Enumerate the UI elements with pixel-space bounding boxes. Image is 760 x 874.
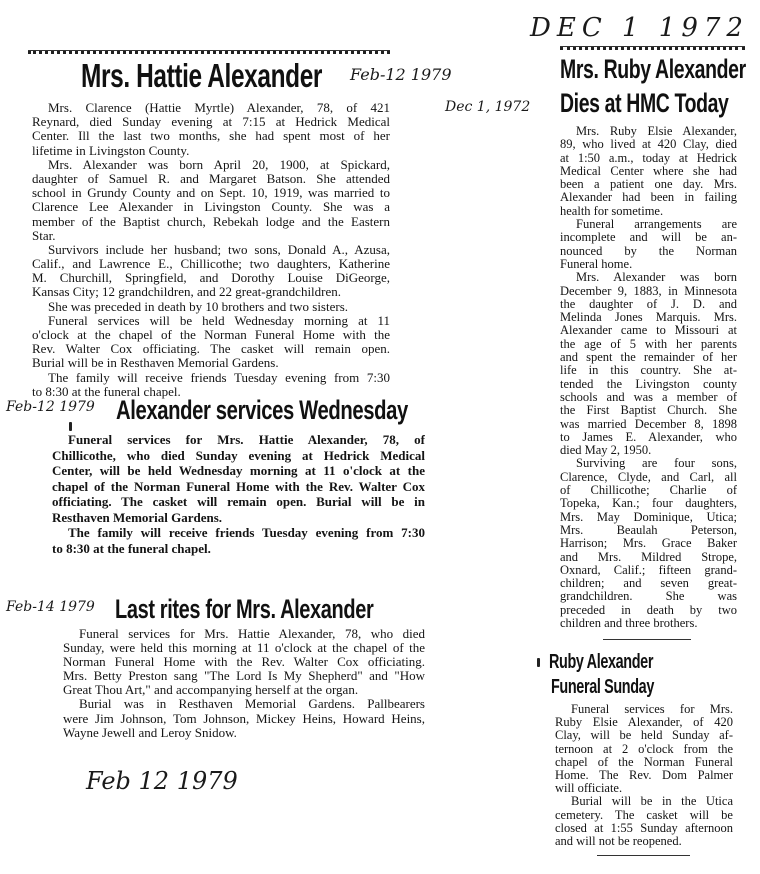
text-line: Mrs. Ruby Elsie Alexander, (576, 125, 737, 138)
text-line: Oxnard, Calif.; fifteen grand- (560, 563, 737, 577)
text-line: schools and was a member of (560, 390, 737, 404)
paragraph (63, 627, 425, 697)
text-line: She was preceded in death by 10 brothers and two sisters. (48, 299, 349, 314)
text-line: Kansas City; 12 grandchildren, and 22 great-grandchildren. (32, 285, 342, 300)
text-line: school in Grundy County and on Sept. 10, 1919, was married to (32, 186, 390, 201)
handwritten-date: Feb-12 1979 (350, 65, 452, 84)
text-line: to James E. Alexander, who (560, 430, 737, 444)
text-line: Mrs. Betty Preston sang "The Lord Is My Shepherd" and "How (63, 669, 425, 684)
text-line: Funeral services for Mrs. (571, 703, 733, 716)
headline-hattie-alexander: Mrs. Hattie Alexander (81, 57, 323, 94)
text-line: Mrs. Clarence (Hattie Myrtle) Alexander, 78, of 421 (48, 101, 390, 115)
text-line: Center. Ill the last two months, she had spent most of her (32, 129, 390, 144)
divider-rule (560, 47, 745, 50)
text-line: and Mrs. Mildred Strope, (560, 550, 737, 564)
article-body-hattie-obituary (32, 101, 390, 399)
article-body-funeral-sunday (555, 703, 733, 848)
text-line: chapel of the Norman Funeral Home with the Rev. Walter Cox (52, 478, 425, 494)
text-line: Alexander came to Missouri at (560, 324, 737, 338)
text-line: Calif., and Lawrence E., Chillicothe; two daughters, Katherine (32, 257, 390, 272)
text-line: Burial will be in Resthaven Memorial Gardens. (32, 356, 279, 371)
divider-rule (597, 855, 690, 856)
paragraph (560, 218, 737, 271)
text-line: Mrs. Alexander was born (576, 271, 737, 285)
text-line: health for sometime. (560, 204, 664, 218)
text-line: the daughter of J. D. and (560, 297, 737, 311)
text-line: preceded in death by two (560, 603, 737, 617)
text-line: Reynard, died Sunday evening at 7:15 at Hedrick Medical (32, 115, 390, 130)
text-line: Funeral services will be held Wednesday morning at 11 (48, 313, 390, 328)
text-line: M. Churchill, Springfield, and Dorothy Louise DiGeorge, (32, 271, 390, 286)
text-line: children and three brothers. (560, 616, 698, 630)
text-line: Medical Center where she had (560, 164, 737, 178)
text-line: Resthaven Memorial Gardens. (52, 509, 223, 525)
text-line: chapel of the Norman Funeral (555, 755, 733, 769)
text-line: The family will receive friends Tuesday evening from 7:30 (48, 370, 390, 385)
article-body-last-rites (63, 627, 425, 740)
text-line: were Jim Johnson, Tom Johnson, Mickey Heins, Howard Heins, (63, 711, 425, 726)
text-line: the age of 5 with her parents (560, 337, 737, 351)
text-line: 89, who lived at 420 Clay, died (560, 138, 737, 152)
text-line: tended the Livingston county (560, 377, 737, 391)
text-line: Funeral arrangements are (576, 218, 737, 232)
text-line: Clarence Lee Alexander in Livingston County. She was a (32, 200, 390, 215)
paragraph (560, 125, 737, 218)
text-line: daughter of Samuel R. and Margaret Batson. She attended (32, 171, 390, 186)
headline-last-rites: Last rites for Mrs. Alexander (115, 594, 374, 624)
text-line: Mrs. Beaulah Peterson, (560, 523, 737, 537)
text-line: The family will receive friends Tuesday evening from 7:30 (68, 525, 425, 540)
handwritten-date: Dec 1, 1972 (445, 99, 531, 115)
article-body-services-wednesday (52, 432, 425, 556)
paragraph (52, 525, 425, 556)
handwritten-date: Feb-14 1979 (6, 599, 95, 615)
text-line: will officiate. (555, 782, 623, 796)
handwritten-date: Feb-12 1979 (6, 399, 95, 415)
text-line: and spent the remainder of her (560, 351, 737, 365)
text-line: officiating. The casket will remain open. Burial will be in (52, 494, 425, 509)
text-line: Sunday, were held this morning at 11 o'clock at the chapel of the (63, 641, 425, 656)
paragraph (32, 101, 390, 158)
paragraph (555, 795, 733, 848)
text-line: Harrison; Mrs. Grace Baker (560, 537, 737, 551)
paragraph (32, 243, 390, 300)
bullet-mark (69, 422, 72, 431)
divider-rule (603, 639, 691, 640)
text-line: children; and seven great- (560, 577, 737, 591)
text-line: Clarence, Clyde, and Carl, all (560, 470, 737, 484)
text-line: Chillicothe, who died Sunday evening at Hedrick Medical (52, 447, 425, 463)
article-body-ruby-obituary (560, 125, 737, 630)
text-line: been a patient one day. Mrs. (560, 178, 737, 192)
text-line: closed at 1:55 Sunday afternoon (555, 821, 733, 835)
text-line: at 1:50 a.m., today at Hedrick (560, 151, 737, 165)
text-line: Surviving are four sons, (576, 457, 737, 471)
text-line: cemetery. The casket will be (555, 808, 733, 822)
paragraph (32, 314, 390, 371)
text-line: Burial will be in the Utica (571, 795, 733, 809)
text-line: Clay, will be held Sunday af- (555, 729, 733, 743)
text-line: to 8:30 at the funeral chapel. (32, 384, 181, 399)
headline-dies-at-hmc: Dies at HMC Today (560, 88, 729, 118)
text-line: and will not be reopened. (555, 834, 682, 848)
text-line: lifetime in Livingston County. (32, 143, 190, 158)
text-line: member of the Baptist church, Rebekah lodge and the Eastern (32, 214, 390, 229)
text-line: grandchildren. She was (560, 590, 737, 604)
text-line: nounced by the Norman (560, 244, 737, 258)
text-line: the First Baptist Church. She (560, 404, 737, 418)
text-line: Wayne Jewell and Leroy Snidow. (63, 725, 237, 740)
text-line: Ruby Elsie Alexander, of 420 (555, 716, 733, 730)
text-line: December 9, 1883, in Minnesota (560, 284, 737, 298)
text-line: incomplete and will be an- (560, 231, 737, 245)
paragraph (32, 158, 390, 243)
handwritten-date-top: DEC 1 1972 (530, 13, 749, 43)
text-line: Funeral home. (560, 257, 633, 271)
text-line: Mrs. Alexander was born April 20, 1900, at Spickard, (48, 157, 390, 172)
handwritten-date-bottom: Feb 12 1979 (86, 767, 238, 795)
text-line: o'clock at the chapel of the Norman Funeral Home with the (32, 328, 390, 342)
text-line: Home. The Rev. Dom Palmer (555, 768, 733, 782)
paragraph (560, 271, 737, 457)
text-line: Survivors include her husband; two sons, Donald A., Azusa, (48, 242, 390, 257)
paragraph (560, 457, 737, 630)
paragraph (63, 697, 425, 739)
text-line: Topeka, Kan.; four daughters, (560, 497, 737, 511)
text-line: to 8:30 at the funeral chapel. (52, 540, 211, 556)
text-line: Star. (32, 228, 56, 243)
paragraph (32, 300, 390, 314)
text-line: ternoon at 2 o'clock from the (555, 742, 733, 756)
text-line: Burial was in Resthaven Memorial Gardens. Pallbearers (79, 697, 425, 712)
headline-ruby-alexander: Mrs. Ruby Alexander (560, 54, 746, 84)
paragraph (555, 703, 733, 795)
margin-mark (537, 658, 540, 667)
text-line: Great Thou Art," and accompanying herself at the organ. (63, 683, 359, 698)
divider-rule (28, 51, 390, 54)
text-line: was married December 8, 1898 (560, 417, 737, 431)
text-line: Funeral services for Mrs. Hattie Alexander, 78, of (68, 432, 425, 447)
text-line: Alexander had been in failing (560, 191, 737, 205)
headline-alexander-services-wednesday: Alexander services Wednesday (116, 395, 408, 425)
text-line: Funeral services for Mrs. Hattie Alexander, 78, who died (79, 627, 425, 641)
text-line: Rev. Walter Cox officiating. The casket will remain open. (32, 342, 390, 357)
headline-ruby-alexander-funeral: Ruby Alexander (549, 651, 654, 673)
headline-funeral-sunday: Funeral Sunday (551, 676, 654, 698)
text-line: died May 2, 1950. (560, 444, 652, 458)
text-line: life in this country. She at- (560, 364, 737, 378)
text-line: of Chillicothe; Charlie of (560, 484, 737, 498)
text-line: Mrs. May Dominique, Utica; (560, 510, 737, 524)
text-line: Norman Funeral Home with the Rev. Walter Cox officiating. (63, 655, 425, 670)
text-line: Center, will be held Wednesday morning at 11 o'clock at the (52, 463, 425, 478)
paragraph (52, 432, 425, 525)
text-line: Melinda Jones Marquis. Mrs. (560, 311, 737, 325)
